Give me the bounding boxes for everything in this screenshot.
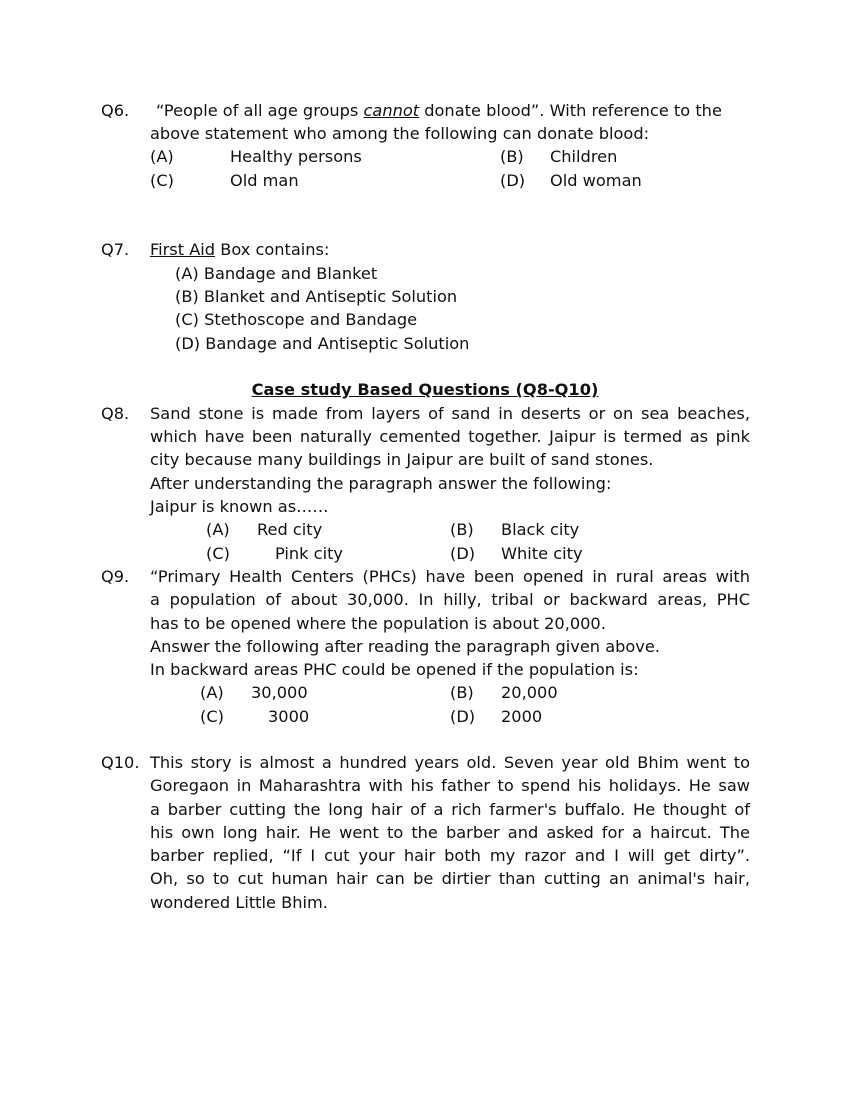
q9-option-b-letter: (B) [450, 683, 474, 702]
q8-option-c-text: Pink city [275, 544, 344, 563]
q8-line-3: city because many buildings in Jaipur are built of sand stones. [150, 450, 654, 469]
q9-line-5: In backward areas PHC could be opened if the population is: [150, 660, 639, 679]
q10-line-4: his own long hair. He went to the barber and asked for a haircut. The [150, 823, 750, 842]
question-number-q10: Q10. [101, 753, 140, 772]
q8-option-b-letter: (B) [450, 520, 474, 539]
q10-line-7: wondered Little Bhim. [150, 893, 328, 912]
q6-stem-line-2: above statement who among the following can donate blood: [150, 124, 650, 143]
q7-stem [150, 240, 329, 260]
q6-stem-part: “People of all age groups [156, 101, 364, 120]
q8-option-d-text: White city [501, 544, 583, 563]
q8-option-a-letter: (A) [206, 520, 230, 539]
q7-option-a: (A) Bandage and Blanket [175, 264, 378, 283]
q7-stem-rest: Box contains: [215, 240, 330, 259]
q6-option-c-text: Old man [230, 171, 299, 190]
q10-line-3: a barber cutting the long hair of a rich farmer's buffalo. He thought of [150, 800, 750, 819]
question-number-q7: Q7. [101, 240, 130, 259]
q9-line-4: Answer the following after reading the paragraph given above. [150, 637, 660, 656]
question-number-q8: Q8. [101, 404, 130, 423]
question-number-q6: Q6. [101, 101, 130, 120]
q8-option-b-text: Black city [501, 520, 580, 539]
q8-line-5: Jaipur is known as…… [150, 497, 329, 516]
q8-option-c-letter: (C) [206, 544, 230, 563]
q7-option-b: (B) Blanket and Antiseptic Solution [175, 287, 458, 306]
q9-option-b-text: 20,000 [501, 683, 558, 702]
q7-option-d: (D) Bandage and Antiseptic Solution [175, 334, 470, 353]
q6-option-b-text: Children [550, 147, 618, 166]
q8-line-1: Sand stone is made from layers of sand in deserts or on sea beaches, [150, 404, 750, 423]
q9-option-c-letter: (C) [200, 707, 224, 726]
q8-option-d-letter: (D) [450, 544, 476, 563]
q9-option-a-letter: (A) [200, 683, 224, 702]
q6-option-a-letter: (A) [150, 147, 174, 166]
q6-emphasis-word: cannot [363, 101, 420, 120]
q6-option-b-letter: (B) [500, 147, 524, 166]
question-number-q9: Q9. [101, 567, 130, 586]
q9-line-1: “Primary Health Centers (PHCs) have been opened in rural areas with [150, 567, 750, 586]
q8-line-2: which have been naturally cemented together. Jaipur is termed as pink [150, 427, 750, 446]
q8-option-a-text: Red city [257, 520, 323, 539]
q6-option-a-text: Healthy persons [230, 147, 362, 166]
q9-option-c-text: 3000 [268, 707, 310, 726]
q6-option-d-letter: (D) [500, 171, 526, 190]
q9-line-2: a population of about 30,000. In hilly, tribal or backward areas, PHC [150, 590, 750, 609]
q9-option-a-text: 30,000 [251, 683, 308, 702]
q10-line-2: Goregaon in Maharashtra with his father to spend his holidays. He saw [150, 776, 750, 795]
q6-option-c-letter: (C) [150, 171, 174, 190]
q10-line-1: This story is almost a hundred years old. Seven year old Bhim went to [150, 753, 750, 772]
case-study-heading: Case study Based Questions (Q8-Q10) [251, 380, 599, 399]
q7-underlined-term: First Aid [150, 240, 216, 259]
q9-option-d-text: 2000 [501, 707, 543, 726]
q6-option-d-text: Old woman [550, 171, 642, 190]
q7-option-c: (C) Stethoscope and Bandage [175, 310, 418, 329]
q6-stem-part: donate blood”. With reference to the [419, 101, 722, 120]
q9-line-3: has to be opened where the population is about 20,000. [150, 614, 606, 633]
q6-stem-line-1 [156, 101, 722, 121]
q10-line-5: barber replied, “If I cut your hair both my razor and I will get dirty”. [150, 846, 750, 865]
q10-line-6: Oh, so to cut human hair can be dirtier than cutting an animal's hair, [150, 869, 750, 888]
q9-option-d-letter: (D) [450, 707, 476, 726]
q8-line-4: After understanding the paragraph answer the following: [150, 474, 612, 493]
